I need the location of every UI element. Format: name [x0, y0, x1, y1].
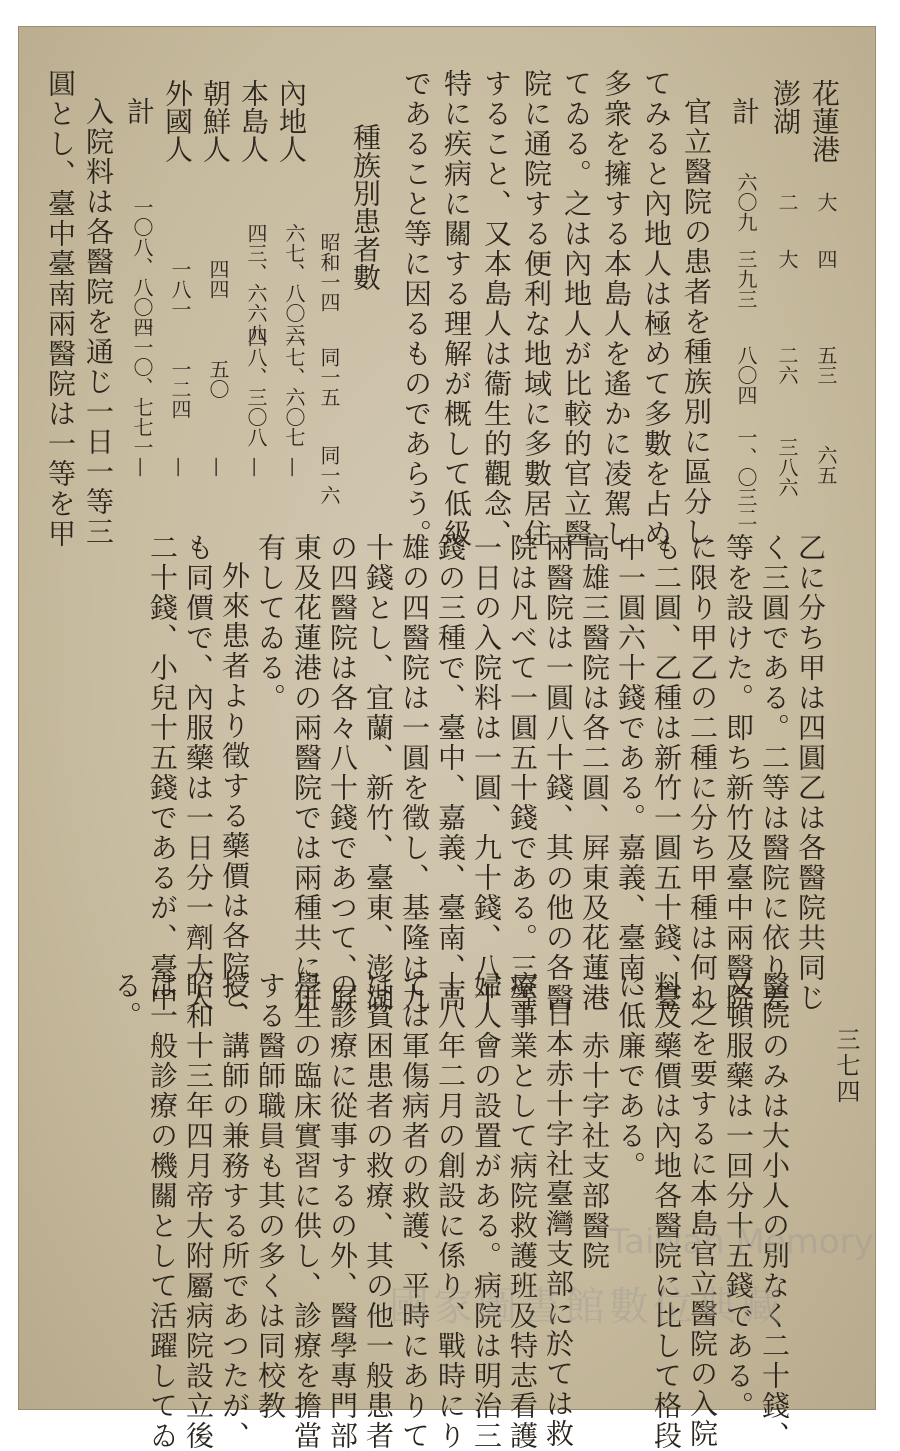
text-line: 院に通院する便利な地域に多數居住 — [520, 69, 553, 549]
table1-cell: 三九三 — [734, 249, 758, 309]
table2-row-label: 內地人 — [275, 79, 308, 163]
watermark-line2: 國家圖書館數位典藏 — [389, 1284, 785, 1330]
text-line: 醫院のみは大小人の別なく二十錢、 — [758, 971, 791, 1451]
table2-cell: 五〇 — [206, 359, 230, 399]
table2-cell: 六七、六〇七 — [282, 327, 306, 447]
text-line: 入院料は各醫院を通じ一日一等三 — [82, 97, 115, 547]
table2-header: 昭和一四 — [317, 232, 341, 312]
table1-row-label: 澎湖 — [769, 79, 802, 135]
text-line: 料及藥價は內地各醫院に比して格段 — [650, 971, 683, 1451]
text-line: の四醫院は各々八十錢であつて、屛 — [326, 533, 359, 1013]
text-line: 十八年二月の創設に係り、戰時にり — [434, 971, 467, 1451]
text-line: 外來患者より徵する藥價は各院と — [218, 561, 251, 1011]
table2-cell: — — [244, 457, 268, 477]
table2-cell: 四三、六六八 — [244, 223, 268, 343]
table1-cell: 一、〇三二 — [734, 427, 758, 527]
table1-cell: 三八六 — [775, 437, 799, 497]
table2-row-label: 外國人 — [161, 79, 194, 163]
table2-cell: 一八一 — [168, 259, 192, 319]
text-line: てゐる。之は內地人が比較的官立醫 — [560, 69, 593, 549]
table2-cell: 一一〇、七七一 — [130, 317, 154, 457]
text-line: に限り甲乙の二種に分ち甲種は何れ — [686, 533, 719, 1013]
table2-cell: 六七、八〇三 — [282, 223, 306, 343]
text-line: 有してゐる。 — [254, 533, 287, 713]
page-number: 三七四 — [832, 1027, 860, 1105]
text-line: 中一圓六十錢である。嘉義、臺南、 — [614, 533, 647, 1013]
text-line: 二、赤十字社支部醫院 — [578, 971, 611, 1271]
text-line: であること等に因るものであらう。 — [400, 69, 433, 549]
text-line: 療事業として病院救護班及特志看護 — [506, 971, 539, 1451]
table2-row-label: 計 — [123, 97, 156, 125]
table1-row-label: 計 — [728, 97, 761, 125]
text-line: ては軍傷病者の救護、平時にありて — [398, 971, 431, 1451]
text-line: 院は凡べて一圓五十錢である。三等 — [506, 533, 539, 1013]
text-line: 兩醫院は一圓八十錢、其の他の各醫 — [542, 533, 575, 1013]
text-line: 圓とし、臺中臺南兩醫院は一等を甲 — [44, 69, 77, 549]
text-line: の診療に從事するの外、醫學專門部 — [326, 971, 359, 1451]
text-line: 學生の臨床實習に供し、診療を擔當 — [290, 971, 323, 1451]
text-line: 官立醫院の患者を種族別に區分し — [680, 97, 713, 547]
text-line: 之を要するに本島官立醫院の入院 — [686, 999, 719, 1449]
table1-cell: 二六 — [775, 345, 799, 385]
text-line: 特に疾病に關する理解が概して低級 — [440, 69, 473, 549]
table1-cell: 八〇四 — [734, 345, 758, 405]
table1-cell: 四 — [814, 249, 838, 269]
table2-cell: — — [282, 457, 306, 477]
text-line: 高雄三醫院は各二圓、屛東及花蓮港 — [578, 533, 611, 1013]
text-line: も二圓、乙種は新竹一圓五十錢、臺 — [650, 533, 683, 1013]
text-line: 乙に分ち甲は四圓乙は各醫院共同じ — [794, 533, 827, 1013]
text-line: 錢の三種で、臺中、嘉義、臺南、高 — [434, 533, 467, 1013]
table2-cell: — — [130, 457, 154, 477]
text-line: る。 — [110, 971, 143, 1031]
table1-cell: 六〇九 — [734, 172, 758, 232]
text-line: てみると內地人は極めて多數を占め — [640, 69, 673, 549]
text-line: 婦人會の設置がある。病院は明治三 — [470, 971, 503, 1451]
table2-title: 種族別患者數 — [349, 123, 382, 291]
table1-row-label: 花蓮港 — [808, 79, 841, 163]
text-line: 等を設けた。即ち新竹及臺中兩醫院 — [722, 533, 755, 1013]
table1-cell: 大 — [814, 192, 838, 212]
text-line: は一般診療の機關として活躍してゐ — [146, 971, 179, 1451]
table2-row-label: 本島人 — [237, 79, 270, 163]
table2-cell: 一〇八、八〇四 — [130, 197, 154, 337]
table1-cell: 六五 — [814, 445, 838, 485]
table1-cell: 五三 — [814, 345, 838, 385]
table2-cell: 四八、三〇八 — [244, 327, 268, 447]
book-page — [18, 26, 876, 1451]
table2-header: 同一六 — [317, 445, 341, 505]
table2-header: 同一五 — [317, 347, 341, 407]
text-line: 十錢とし、宜蘭、新竹、臺東、澎湖 — [362, 533, 395, 1013]
text-line: すること、又本島人は衞生的觀念、 — [480, 69, 513, 549]
table2-cell: — — [206, 457, 230, 477]
text-line: 二十錢、小兒十五錢であるが、臺中 — [146, 533, 179, 1013]
table1-cell: 二 — [775, 192, 799, 212]
text-line: 一日の入院料は一圓、九十錢、八十 — [470, 533, 503, 1013]
table2-cell: 一二四 — [168, 359, 192, 419]
text-line: は貧困患者の救療、其の他一般患者 — [362, 971, 395, 1451]
table2-cell: — — [168, 457, 192, 477]
text-line: 東及花蓮港の兩醫院では兩種共に併 — [290, 533, 323, 1013]
text-line: 昭和十三年四月帝大附屬病院設立後 — [182, 971, 215, 1451]
text-line: も同價で、內服藥は一日分一劑大人 — [182, 533, 215, 1013]
text-line: 多衆を擁する本島人を遙かに凌駕し — [600, 69, 633, 549]
table2-row-label: 朝鮮人 — [199, 79, 232, 163]
table2-cell: 四四 — [206, 259, 230, 299]
text-line: に低廉である。 — [614, 971, 647, 1181]
text-line: く三圓である。二等は醫院に依り差 — [758, 533, 791, 1013]
watermark-line1: Taiwan Memory — [609, 1222, 874, 1262]
text-line: 又頓服藥は一回分十五錢である。 — [722, 971, 755, 1421]
text-line: 雄の四醫院は一圓を徵し、基隆は九 — [398, 533, 431, 1013]
text-line: する醫師職員も其の多くは同校教 — [254, 971, 287, 1421]
table1-cell: 大 — [775, 249, 799, 269]
text-line: 授、講師の兼務する所であつたが、 — [218, 971, 251, 1451]
text-line: 日本赤十字社臺灣支部に於ては救 — [542, 999, 575, 1449]
